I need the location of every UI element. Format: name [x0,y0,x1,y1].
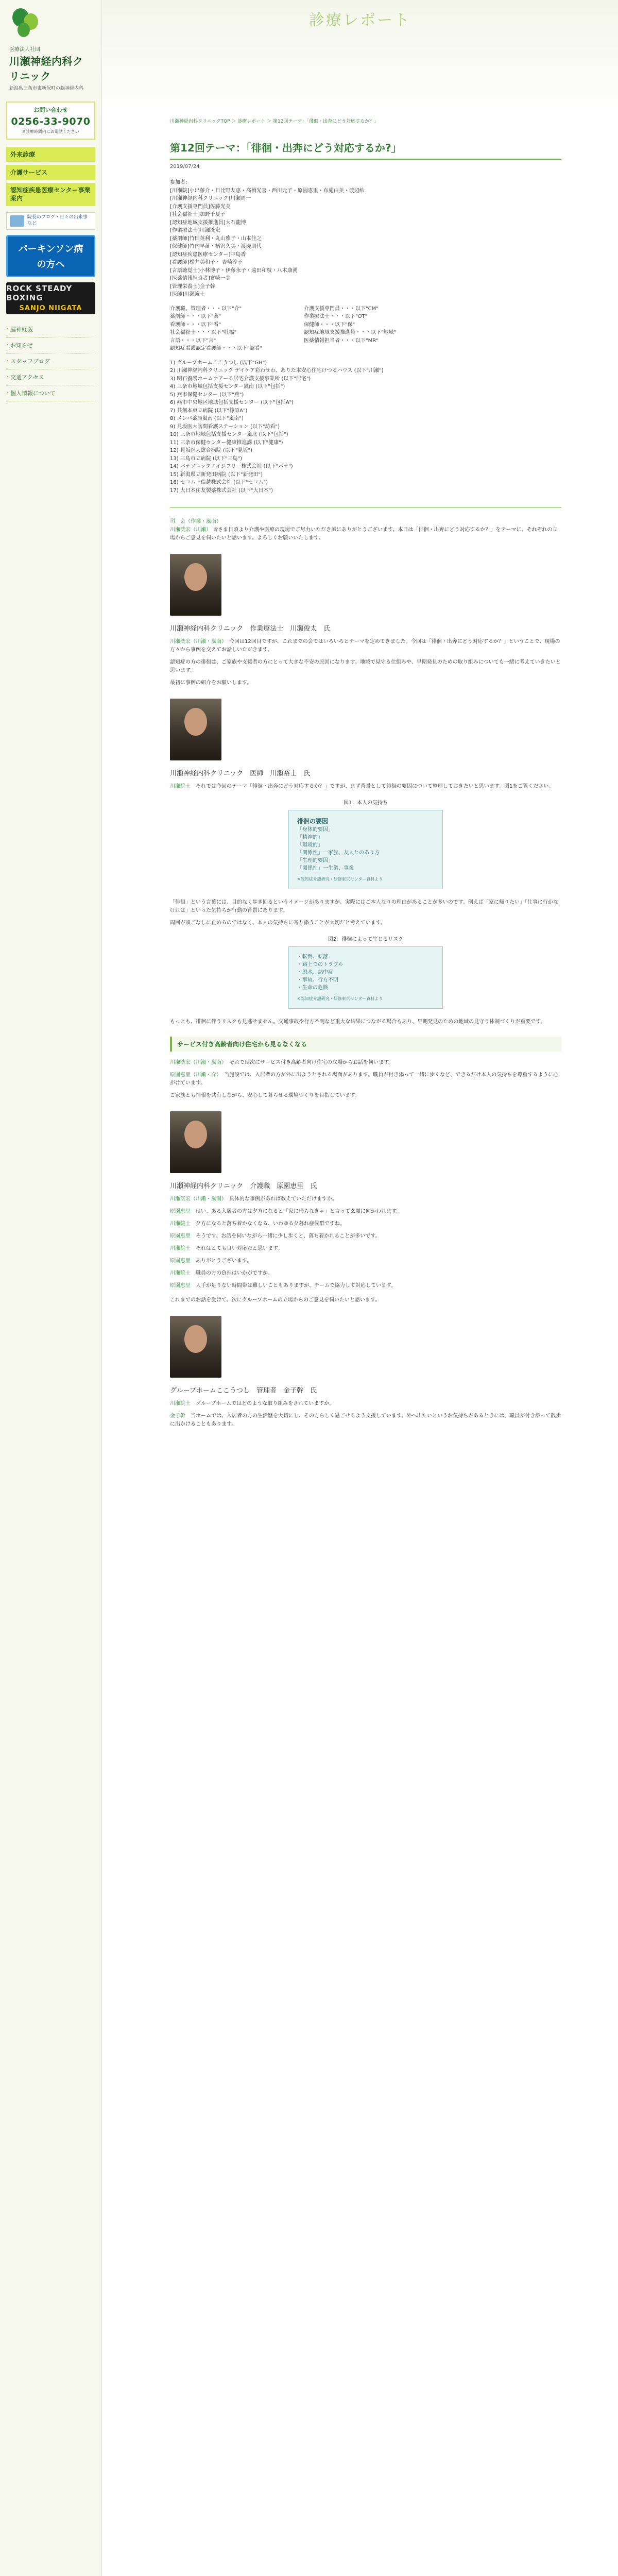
affiliation-line: 4) 三条市地域包括支援センター嵐南 (以下"包括") [170,384,285,389]
side-link-doctor[interactable]: › 脳神経医 [6,321,95,337]
side-link-staff-blog[interactable]: › スタッフブログ [6,353,95,369]
affiliation-line: 5) 燕市保健センター (以下"燕") [170,392,244,398]
paragraph [170,1059,561,1067]
paragraph [170,1232,561,1241]
abbreviation-line: 言語・・・以下"言" [170,337,216,344]
paragraph [170,783,561,791]
paragraph [170,1195,561,1204]
participant-line: [看護師]松井美和子・ 吉崎淳子 [170,260,243,265]
section-3-text: これまでのお話を受けて、次にグループホームの立場からのご意見を伺いたいと思います。 [170,1297,381,1303]
paragraph-text: 職員の方の負担はいかがですか。 [196,1270,273,1276]
figure-item: 「身体的要因」 [297,827,333,833]
phone-number[interactable]: 0256-33-9070 [11,115,91,127]
facebook-link-text: 院長のブログ・日々の出来事など [27,215,88,226]
section-2-paragraphs [170,1059,561,1100]
affiliation-line: 13) 三島市立病院 (以下"三島") [170,455,242,462]
paragraph [170,1282,561,1290]
abbreviation-line: 薬剤師・・・以下"薬" [170,314,221,319]
participant-line: [作業療法士]川瀬洸宏 [170,228,220,233]
paragraph [170,658,561,675]
paragraph-text: 認知症の方の徘徊は、ご家族や支援者の方にとって大きな不安の原因になります。地域で見守る仕組みや、早期発見のための取り組みについても一緒に考えていきたいと思います。 [170,659,561,673]
paragraph-text: 当ホームでは、入居者の方の生活歴を大切にし、その方らしく過ごせるよう支援しています。外へ出たいというお気持ちがあるときには、職員が付き添って散歩に出かけることもあります。 [170,1413,561,1427]
paragraph-text: それでは次にサービス付き高齢者向け住宅の立場からお話を伺います。 [229,1060,394,1065]
paragraph-text: それはとても良い対応だと思います。 [196,1246,283,1251]
side-link-news[interactable]: › お知らせ [6,337,95,353]
paragraph [170,1400,561,1408]
speaker-2-paragraphs [170,783,561,791]
speaker-label: 原園恵里 [170,1258,196,1264]
affiliation-line: 17) 大日本住友製薬株式会社 (以下"大日本") [170,487,273,494]
paragraph [170,638,561,654]
parkinson-banner-line2: の方へ [37,259,65,270]
parkinson-banner[interactable] [6,235,95,277]
paragraph-text: 夕方になると落ち着かなくなる、いわゆる夕暮れ症候群ですね。 [196,1221,345,1227]
rock-banner-line2: SANJO NIIGATA [19,304,82,313]
figure-1-caption: 図1：本人の気持ち [343,800,388,806]
breadcrumb-section[interactable]: 診療レポート [237,119,266,124]
speaker-1-title: 川瀬神経内科クリニック 作業療法士 川瀬俊太 氏 [170,625,331,633]
participant-line: [薬剤師]竹田英利・丸山雅子・山本佳之 [170,235,262,242]
abbreviation-line: 介護職、管理者・・・以下"介" [170,306,242,312]
figure-item: ・事故、行方不明 [297,977,338,983]
figure-1-note: ※認知症介護研究・研修東京センター資料より [297,877,383,882]
figure-item: 「生理的要因」 [297,858,333,863]
paragraph [170,1269,561,1278]
side-menu [0,147,101,207]
paragraph [170,679,561,687]
rock-steady-banner[interactable] [6,282,95,314]
abbreviations-col-1 [170,305,283,353]
contact-box [6,101,95,140]
affiliation-line: 7) 共創本東立病院 (以下"篠原A") [170,408,248,414]
paragraph-text: そうです。お話を伺いながら一緒に少し歩くと、落ち着かれることが多いです。 [196,1233,381,1239]
speaker-label: 原園恵里 [170,1209,196,1214]
participant-line: [管理栄養士]金子幹 [170,283,215,290]
abbreviations-col-2 [304,305,417,353]
participants-block [170,179,561,299]
participant-line: [保健師]竹内早苗・柄沢久美・渡邊朋代 [170,244,262,249]
participant-line: [認知症疾患医療センター]中島香 [170,251,246,258]
speaker-label: 原園恵里 [170,1233,196,1239]
paragraph-text: 人手が足りない時間帯は難しいこともありますが、チームで協力して対応しています。 [196,1283,397,1289]
chair-label: 司 会（作業・嵐南） [170,519,221,524]
speaker-label: 原園恵里 [170,1283,196,1289]
paragraph [170,1257,561,1265]
affiliation-line: 1) グループホームここうつし (以下"GH") [170,360,267,366]
figure-item: 「環境的」 [297,842,323,848]
paragraph [170,899,561,915]
affiliation-line: 2) 川瀬神経内科クリニック デイケア彩わせわ、ありた本安心住宅けつるハウス (以下"川瀬") [170,368,384,374]
figure-2-note: ※認知症介護研究・研修東京センター資料より [297,996,383,1001]
figure-1-heading: 徘徊の要因 [297,818,329,825]
logo-area[interactable] [0,0,101,95]
affiliation-line: 6) 燕市中央地区地域包括支援センター (以下"包括A") [170,400,294,405]
participant-line: [川瀬神経内科クリニック]川瀬周一 [170,196,251,201]
side-link-access[interactable]: › 交通アクセス [6,369,95,385]
chair-intro-text: 皆さま日頃より介護や医療の現場でご尽力いただき誠にありがとうございます。本日は「徘徊・出奔にどう対応するか？」をテーマに、それぞれの立場からご意見を伺いたいと思います。よろしくお願いいたします。 [170,527,558,541]
side-link-privacy[interactable]: › 個人情報について [6,385,95,401]
paragraph [170,1092,561,1100]
page-header-banner [102,0,618,117]
main-content [170,117,561,1433]
participants-heading: 参加者: [170,180,187,185]
paragraph [170,919,561,927]
paragraph-text: 具体的な事例があれば教えていただけますか。 [229,1196,337,1202]
speaker-1-paragraphs [170,638,561,687]
final-paragraphs [170,1400,561,1429]
figure-item: 「関係性」一家族、友人とのあり方 [297,850,380,856]
participant-line: [認知症地域支援推進員]大石龍博 [170,219,246,226]
page-heading: 診療レポート [309,11,411,29]
paragraph [170,1220,561,1228]
affiliation-line: 3) 明石養護ホームケアーる居宅介護支援事業所 (以下"居宅") [170,376,311,382]
paragraph [170,1018,561,1026]
figure-item: ・脱水、熱中症 [297,970,333,975]
facebook-thumb-icon [10,215,24,227]
breadcrumb-current: 第12回テーマ：「徘徊・出奔にどう対応するか？」 [273,119,379,124]
figure-item: 「精神的」 [297,835,323,840]
speaker-label: 川瀬院士 [170,1221,196,1227]
menu-dementia-center[interactable]: 認知症疾患医療センター事業案内 [6,183,95,207]
speaker-label: 川瀬院士 [170,784,196,789]
abbreviations-block [170,305,561,353]
speaker-label: 川瀬院士 [170,1401,196,1406]
speaker-label: 川瀬洸宏（川瀬・嵐南） [170,1060,229,1065]
speaker-2-paragraphs-b [170,899,561,927]
side-links [6,321,95,401]
paragraph [170,1208,561,1216]
figure-1-items [297,826,434,872]
parkinson-banner-line1: パーキンソン病 [18,243,83,255]
abbreviation-line: 看護師・・・以下"看" [170,321,221,328]
paragraph-text: ありがとうございます。 [196,1258,252,1264]
participants-list [170,187,561,299]
affiliations-list [170,359,561,495]
speaker-3-title: 川瀬神経内科クリニック 介護職 原園恵里 氏 [170,1182,317,1190]
breadcrumb-separator: ＞ [267,119,273,124]
speaker-label: 川瀬院士 [170,1270,196,1276]
speaker-label: 原園恵里（川瀬・介） [170,1072,224,1078]
breadcrumb-separator: ＞ [231,119,238,124]
paragraph-text: それでは今回のテーマ「徘徊・出奔にどう対応するか？」ですが、まず背景として徘徊の要因について整理しておきたいと思います。図1をご覧ください。 [196,784,554,789]
dialogue-paragraphs [170,1195,561,1290]
paragraph [170,1071,561,1088]
contact-note: ※診療時間内にお電話ください [22,129,79,134]
figure-2-caption: 図2：徘徊によって生じるリスク [328,937,404,942]
section-2-heading: サービス付き高齢者向け住宅から見るなくなる [170,1037,561,1052]
speaker-3-photo [170,1111,221,1173]
contact-heading: お問い合わせ [33,106,68,113]
participant-line: [言語聴覚士]小林博子・伊藤永子・遠田和枝・八木康湧 [170,267,298,274]
leaf-logo-icon [9,7,40,41]
paragraph-text: 周囲が頭ごなしに止めるのではなく、本人の気持ちに寄り添うことが大切だと考えています。 [170,920,386,926]
speaker-2-title: 川瀬神経内科クリニック 医師 川瀬裕士 氏 [170,770,311,777]
participant-line: [介護支援専門員]佐藤光美 [170,204,231,210]
abbreviation-line: 認知症看護認定看護師・・・以下"認看" [170,346,263,351]
paragraph-text: グループホームではどのような取り組みをされていますか。 [196,1401,335,1406]
abbreviation-line: 保健師・・・以下"保" [304,321,355,328]
breadcrumb [170,117,561,124]
paragraph-text: はい、ある入居者の方は夕方になると「家に帰らなきゃ」と言って玄関に向かわれます。 [196,1209,402,1214]
figure-item: ・転倒、転落 [297,954,328,960]
affiliation-line: 9) 見坂医大訪問看護ステーション (以下"訪看") [170,423,280,430]
menu-care-service[interactable]: 介護サービス [6,165,95,180]
participant-line: [社会福祉士]加野千夏子 [170,212,226,217]
portrait-2-wrap [170,699,561,760]
paragraph [170,1412,561,1429]
figure-item: ・路上でのトラブル [297,962,344,968]
paragraph-text: 最初に事例の紹介をお願いします。 [170,680,252,686]
affiliation-line: 10) 三条市地域包括支援センター嵐北 (以下"包括") [170,432,288,437]
clinic-name: 川瀬神経内科クリニック [9,55,83,82]
chair-speaker: 川瀬洸宏（川瀬） [170,527,211,533]
rock-banner-line1: ROCK STEADY BOXING [6,284,73,303]
paragraph [170,1245,561,1253]
figure-2 [288,946,443,1009]
paragraph-text: 今回は12回目ですが、これまでの会ではいろいろとテーマを定めてきました。今回は「徘徊・出奔にどう対応するか？」ということで、現場の方々から事例を交えてお話しいただきます。 [170,639,560,653]
participant-line: [医師]川瀬裕士 [170,292,205,297]
org-line: 医療法人社団 [9,47,40,53]
portrait-3-wrap [170,1111,561,1173]
tagline: 新潟県三条市東新保町の脳神経内科 [9,86,84,91]
speaker-label: 川瀬洸宏（川瀬・嵐南） [170,639,229,645]
speaker-4-title: グループホームここうつし 管理者 金子幹 氏 [170,1387,317,1395]
affiliation-line: 16) セコム上信越株式会社 (以下"セコム") [170,480,268,485]
menu-outpatient[interactable]: 外来診療 [6,147,95,162]
abbreviation-line: 作業療法士・・・以下"OT" [304,314,368,319]
speaker-label: 川瀬洸宏（川瀬・嵐南） [170,1196,229,1202]
breadcrumb-home[interactable]: 川瀬神経内科クリニックTOP [170,119,230,124]
speaker-label: 金子幹 [170,1413,191,1419]
affiliation-line: 11) 三条市保健センター健康推進課 (以下"健康") [170,439,283,446]
figure-item: ・生命の危険 [297,985,328,991]
paragraph-text: 「徘徊」という言葉には、目的なく歩き回るというイメージがありますが、実際にはご本人なりの理由があることが多いのです。例えば「家に帰りたい」「仕事に行かなければ」といった気持ちが行動の背景にあります。 [170,900,558,913]
abbreviation-line: 認知症地域支援推進員・・・以下"地域" [304,330,397,335]
speaker-1-photo [170,554,221,616]
paragraph-text: 当施設では、入居者の方が外に出ようとされる場面があります。職員が付き添って一緒に歩くなど、できるだけ本人の気持ちを尊重するように心がけています。 [170,1072,559,1086]
article-title: 第12回テーマ：「徘徊・出奔にどう対応するか?」 [170,140,561,160]
figure-1 [288,810,443,889]
sidebar [0,0,102,2576]
affiliation-line: 12) 見坂医大総合病院 (以下"見坂") [170,448,252,453]
abbreviation-line: 社会福祉士・・・以下"社福" [170,330,237,335]
figure-item: 「関係性」一生業、事業 [297,866,354,871]
figure-2-items [297,953,434,992]
speaker-label: 川瀬院士 [170,1246,196,1251]
facebook-link[interactable] [6,212,95,229]
abbreviation-line: 介護支援専門員・・・以下"CM" [304,306,379,312]
participant-line: [川瀬院]小出藤介・日比野友恵・高橋光喜・西川元子・原園恵里・布施由美・渡辺紗 [170,188,365,194]
affiliation-line: 14) パナソニックエイジフリー株式会社 (以下"パナ") [170,464,293,469]
speaker-2-photo [170,699,221,760]
abbreviation-line: 医薬情報担当者・・・以下"MR" [304,337,379,344]
chair-block [170,518,561,543]
affiliation-line: 15) 新潟県立新発田病院 (以下"新発田") [170,471,263,478]
article-date: 2019/07/24 [170,164,200,170]
participant-line: [医薬情報担当者]宮崎一美 [170,276,231,281]
portrait-1-wrap [170,554,561,616]
affiliation-line: 8) メンバ薬局嵐南 (以下"嵐南") [170,416,244,421]
speaker-4-photo [170,1316,221,1378]
portrait-4-wrap [170,1316,561,1378]
paragraph-text: ご家族とも情報を共有しながら、安心して暮らせる環境づくりを目指しています。 [170,1093,360,1098]
paragraph-text: もっとも、徘徊に伴うリスクも見逃せません。交通事故や行方不明など重大な結果につながる場合もあり、早期発見のための地域の見守り体制づくりが重要です。 [170,1019,546,1025]
speaker-2-paragraphs-c [170,1018,561,1026]
